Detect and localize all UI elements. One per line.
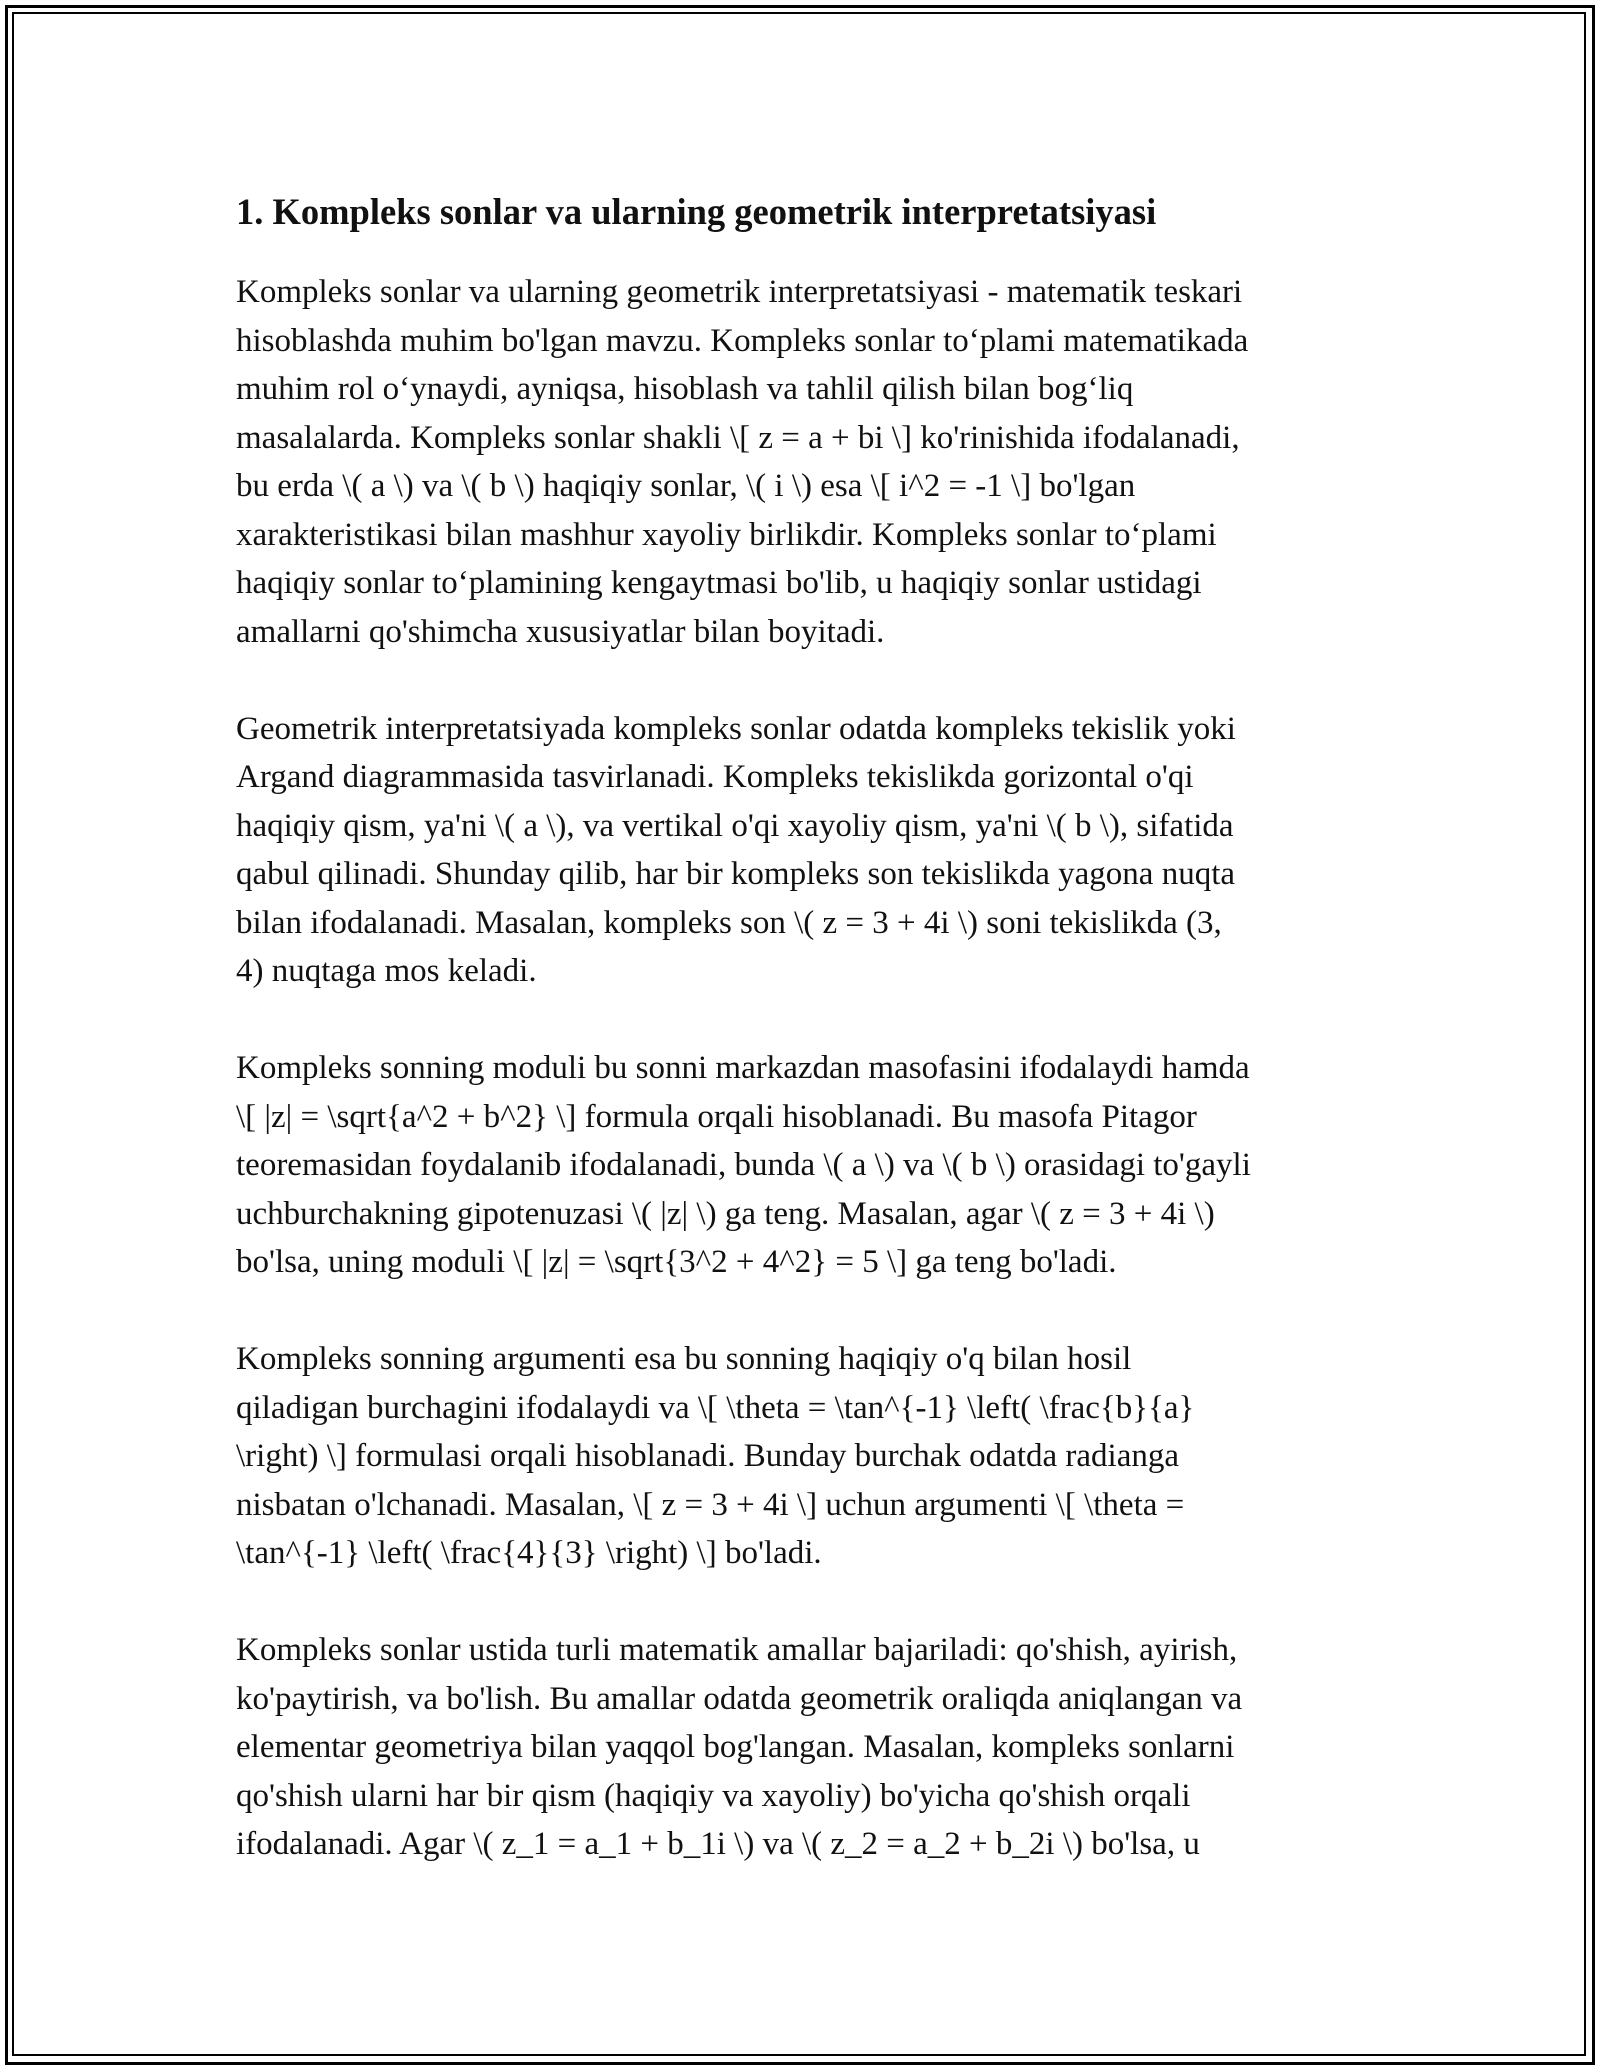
text-line: uchburchakning gipotenuzasi \( |z| \) ga teng. Masalan, agar \( z = 3 + 4i \) bbox=[236, 1195, 1215, 1232]
text-line: elementar geometriya bilan yaqqol bog'langan. Masalan, kompleks sonlarni bbox=[236, 1729, 1235, 1765]
paragraph-modulus bbox=[236, 1044, 1366, 1287]
document-body bbox=[236, 186, 1366, 1917]
text-line: \[ |z| = \sqrt{a^2 + b^2} \] formula orqali hisoblanadi. Bu masofa Pitagor bbox=[236, 1098, 1197, 1135]
text-line: Kompleks sonning argumenti esa bu sonning haqiqiy o'q bilan hosil bbox=[236, 1341, 1132, 1377]
paragraph-geometric bbox=[236, 705, 1366, 996]
text-line: haqiqiy sonlar to‘plamining kengaytmasi bo'lib, u haqiqiy sonlar ustidagi bbox=[236, 565, 1202, 601]
text-line: Kompleks sonning moduli bu sonni markazdan masofasini ifodalaydi hamda bbox=[236, 1050, 1250, 1086]
text-line: hisoblashda muhim bo'lgan mavzu. Kompleks sonlar to‘plami matematikada bbox=[236, 322, 1249, 359]
text-line: teoremasidan foydalanib ifodalanadi, bunda \( a \) va \( b \) orasidagi to'gayli bbox=[236, 1147, 1251, 1183]
text-line: bilan ifodalanadi. Masalan, kompleks son \( z = 3 + 4i \) soni tekislikda (3, bbox=[236, 904, 1222, 941]
text-line: \tan^{-1} \left( \frac{4}{3} \right) \] bo'ladi. bbox=[236, 1535, 822, 1571]
text-line: haqiqiy qism, ya'ni \( a \), va vertikal o'qi xayoliy qism, ya'ni \( b \), sifatida bbox=[236, 807, 1234, 844]
paragraph-intro bbox=[236, 268, 1366, 656]
paragraph-operations bbox=[236, 1626, 1366, 1869]
text-line: qo'shish ularni har bir qism (haqiqiy va xayoliy) bo'yicha qo'shish orqali bbox=[236, 1777, 1191, 1814]
text-line: muhim rol o‘ynaydi, ayniqsa, hisoblash va tahlil qilish bilan bog‘liq bbox=[236, 371, 1134, 407]
text-line: Kompleks sonlar ustida turli matematik amallar bajariladi: qo'shish, ayirish, bbox=[236, 1632, 1238, 1668]
text-line: amallarni qo'shimcha xususiyatlar bilan boyitadi. bbox=[236, 613, 885, 650]
text-line: Argand diagrammasida tasvirlanadi. Kompleks tekislikda gorizontal o'qi bbox=[236, 759, 1194, 795]
text-line: Kompleks sonlar va ularning geometrik interpretatsiyasi - matematik teskari bbox=[236, 274, 1243, 310]
text-line: masalalarda. Kompleks sonlar shakli \[ z = a + bi \] ko'rinishida ifodalanadi, bbox=[236, 419, 1240, 456]
text-line: qiladigan burchagini ifodalaydi va \[ \theta = \tan^{-1} \left( \frac{b}{a} bbox=[236, 1389, 1195, 1426]
text-line: ifodalanadi. Agar \( z_1 = a_1 + b_1i \) va \( z_2 = a_2 + b_2i \) bo'lsa, u bbox=[236, 1826, 1200, 1862]
text-line: nisbatan o'lchanadi. Masalan, \[ z = 3 + 4i \] uchun argumenti \[ \theta = bbox=[236, 1486, 1185, 1523]
text-line: bu erda \( a \) va \( b \) haqiqiy sonlar, \( i \) esa \[ i^2 = -1 \] bo'lgan bbox=[236, 468, 1136, 504]
paragraph-argument bbox=[236, 1335, 1366, 1578]
text-line: \right) \] formulasi orqali hisoblanadi. Bunday burchak odatda radianga bbox=[236, 1438, 1179, 1474]
text-line: 4) nuqtaga mos keladi. bbox=[236, 953, 537, 989]
text-line: xarakteristikasi bilan mashhur xayoliy birlikdir. Kompleks sonlar to‘plami bbox=[236, 516, 1217, 553]
section-heading: 1. Kompleks sonlar va ularning geometrik interpretatsiyasi bbox=[236, 191, 1157, 232]
text-line: qabul qilinadi. Shunday qilib, har bir kompleks son tekislikda yagona nuqta bbox=[236, 856, 1236, 892]
text-line: Geometrik interpretatsiyada kompleks sonlar odatda kompleks tekislik yoki bbox=[236, 710, 1236, 747]
text-line: ko'paytirish, va bo'lish. Bu amallar odatda geometrik oraliqda aniqlangan va bbox=[236, 1680, 1243, 1717]
text-line: bo'lsa, uning moduli \[ |z| = \sqrt{3^2 + 4^2} = 5 \] ga teng bo'ladi. bbox=[236, 1244, 1117, 1280]
